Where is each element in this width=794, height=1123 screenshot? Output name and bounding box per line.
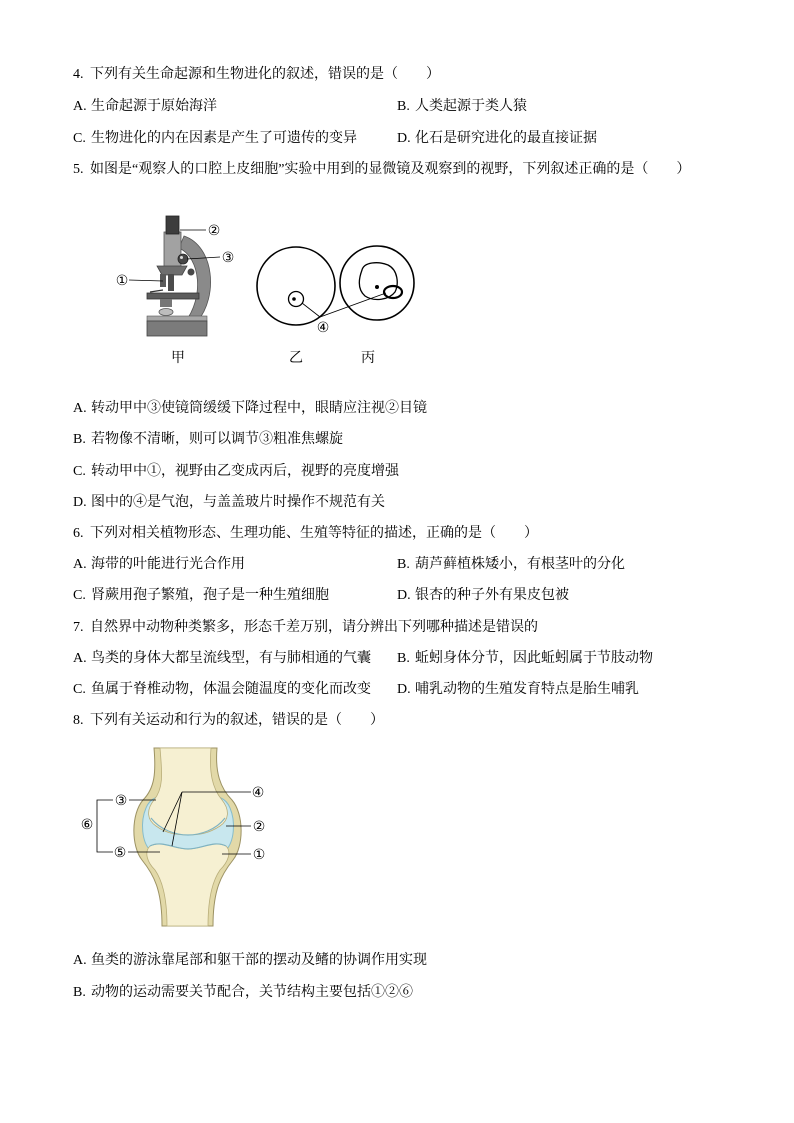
microscope-stage-clip <box>150 290 163 292</box>
question-5-option-d <box>73 493 385 513</box>
question-stem-text: 下列对相关植物形态、生理功能、生殖等特征的描述，正确的是（ ） <box>90 526 538 541</box>
microscope-illustration <box>147 216 211 336</box>
callout-bracket-6 <box>97 800 113 852</box>
callout-line-1 <box>129 280 163 281</box>
option-text: 肾蕨用孢子繁殖，孢子是一种生殖细胞 <box>91 588 329 603</box>
microscope-stage <box>147 293 199 299</box>
question-4-option-a <box>73 97 217 117</box>
callout-4: ④ <box>251 785 265 801</box>
option-label: D. <box>73 495 87 510</box>
option-label: A. <box>73 953 87 968</box>
microscope-figure <box>100 205 430 370</box>
question-number: 7. <box>73 620 84 635</box>
coarse-focus-knob <box>178 254 188 264</box>
question-6-option-d <box>397 586 569 606</box>
option-label: A. <box>73 557 87 572</box>
question-4-option-b <box>397 97 527 117</box>
question-7-option-c <box>73 680 371 700</box>
option-label: A. <box>73 401 87 416</box>
callout-2: ② <box>207 223 221 239</box>
option-label: B. <box>397 99 410 114</box>
option-text: 化石是研究进化的最直接证据 <box>415 131 597 146</box>
caption-jia: 甲 <box>171 351 185 366</box>
callout-1: ① <box>115 273 129 289</box>
option-label: B. <box>397 557 410 572</box>
question-stem-text: 下列有关运动和行为的叙述，错误的是（ ） <box>90 713 384 728</box>
microscope-arm <box>179 236 211 322</box>
air-bubble <box>384 286 402 298</box>
question-5-option-c <box>73 462 399 482</box>
option-text: 图中的④是气泡，与盖盖玻片时操作不规范有关 <box>91 495 385 510</box>
question-4-option-c <box>73 129 357 149</box>
option-text: 若物像不清晰，则可以调节③粗准焦螺旋 <box>91 432 343 447</box>
question-6-option-a <box>73 555 245 575</box>
question-5-stem <box>73 160 690 180</box>
question-7-stem <box>73 618 538 638</box>
option-label: C. <box>73 682 86 697</box>
question-8-option-b <box>73 983 413 1003</box>
option-label: B. <box>73 432 86 447</box>
microscope-mirror <box>159 309 173 316</box>
option-label: B. <box>73 985 86 1000</box>
question-number: 6. <box>73 526 84 541</box>
option-text: 鸟类的身体大都呈流线型，有与肺相通的气囊 <box>91 651 371 666</box>
callout-3: ③ <box>114 793 128 809</box>
option-text: 哺乳动物的生殖发育特点是胎生哺乳 <box>415 682 639 697</box>
option-text: 蚯蚓身体分节，因此蚯蚓属于节肢动物 <box>415 651 653 666</box>
callout-4: ④ <box>316 320 330 336</box>
microscope-condenser <box>160 299 172 307</box>
question-stem-text: 自然界中动物种类繁多，形态千差万别，请分辨出下列哪种描述是错误的 <box>90 620 538 635</box>
question-number: 4. <box>73 67 84 82</box>
question-8-option-a <box>73 951 427 971</box>
field-of-view-bing <box>340 246 414 320</box>
microscope-objective-high <box>168 274 174 291</box>
field-of-view-yi <box>257 247 335 325</box>
callout-5: ⑤ <box>113 845 127 861</box>
option-label: C. <box>73 131 86 146</box>
callout-1: ① <box>252 847 266 863</box>
cell-nucleus-large <box>375 285 379 289</box>
microscope-nosepiece <box>157 266 187 275</box>
option-text: 转动甲中③使镜筒缓缓下降过程中，眼睛应注视②目镜 <box>91 401 427 416</box>
option-text: 葫芦藓植株矮小，有根茎叶的分化 <box>415 557 625 572</box>
question-5-option-b <box>73 430 343 450</box>
knob-highlight <box>180 256 183 259</box>
option-label: A. <box>73 651 87 666</box>
microscope-eyepiece <box>166 216 179 234</box>
option-label: D. <box>397 588 411 603</box>
microscope-objective-low <box>160 274 166 287</box>
question-stem-text: 下列有关生命起源和生物进化的叙述，错误的是（ ） <box>90 67 440 82</box>
question-7-option-d <box>397 680 639 700</box>
option-label: A. <box>73 99 87 114</box>
joint-figure <box>75 740 275 932</box>
question-7-option-b <box>397 649 653 669</box>
microscope-base-top <box>147 316 207 321</box>
option-text: 动物的运动需要关节配合，关节结构主要包括①②⑥ <box>91 985 413 1000</box>
caption-bing: 丙 <box>361 351 375 366</box>
callout-2: ② <box>252 819 266 835</box>
option-text: 生物进化的内在因素是产生了可遗传的变异 <box>91 131 357 146</box>
question-number: 5. <box>73 162 84 177</box>
callout-3: ③ <box>221 250 235 266</box>
option-label: D. <box>397 682 411 697</box>
question-number: 8. <box>73 713 84 728</box>
cell-large <box>359 263 397 300</box>
option-text: 人类起源于类人猿 <box>415 99 527 114</box>
option-label: B. <box>397 651 410 666</box>
question-6-stem <box>73 524 538 544</box>
question-6-option-b <box>397 555 625 575</box>
callout-6: ⑥ <box>80 817 94 833</box>
question-5-option-a <box>73 399 427 419</box>
cell-small <box>289 292 304 307</box>
option-text: 转动甲中①，视野由乙变成丙后，视野的亮度增强 <box>91 464 399 479</box>
question-4-stem <box>73 65 440 85</box>
option-text: 海带的叶能进行光合作用 <box>91 557 245 572</box>
option-label: D. <box>397 131 411 146</box>
caption-yi: 乙 <box>289 351 303 366</box>
microscope-base <box>147 321 207 336</box>
callout-line-4 <box>302 293 386 317</box>
option-text: 生命起源于原始海洋 <box>91 99 217 114</box>
option-label: C. <box>73 464 86 479</box>
option-text: 鱼属于脊椎动物，体温会随温度的变化而改变 <box>91 682 371 697</box>
option-text: 银杏的种子外有果皮包被 <box>415 588 569 603</box>
cell-nucleus-small <box>292 297 296 301</box>
question-6-option-c <box>73 586 329 606</box>
question-4-option-d <box>397 129 597 149</box>
question-stem-text: 如图是“观察人的口腔上皮细胞”实验中用到的显微镜及观察到的视野，下列叙述正确的是（ ） <box>90 162 691 177</box>
question-7-option-a <box>73 649 371 669</box>
option-text: 鱼类的游泳靠尾部和躯干部的摆动及鳍的协调作用实现 <box>91 953 427 968</box>
question-8-stem <box>73 711 384 731</box>
fine-focus-knob <box>188 269 195 276</box>
option-label: C. <box>73 588 86 603</box>
